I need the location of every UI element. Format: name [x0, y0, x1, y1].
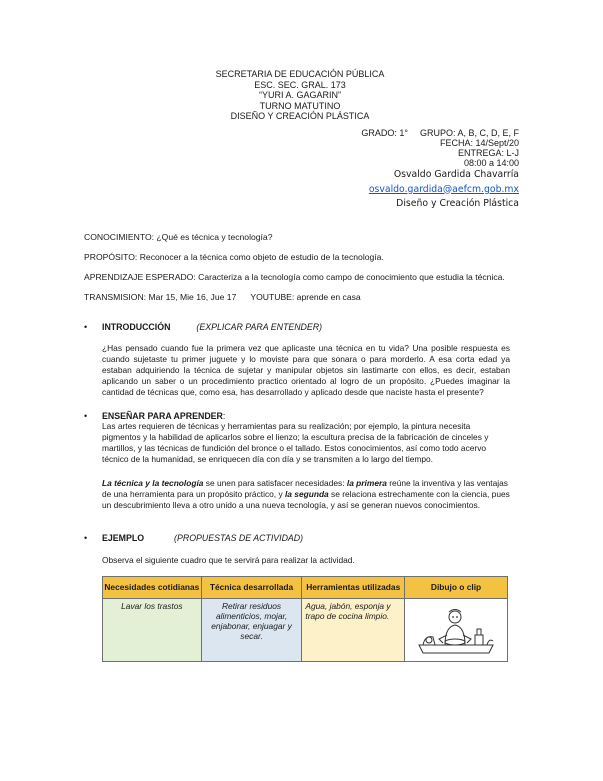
ejemplo-instruction: Observa el siguiente cuadro que te servirá para realizar la actividad.: [102, 555, 355, 565]
tecnica-lead: La técnica y la tecnología: [102, 478, 204, 488]
header-line-subject: DISEÑO Y CREACIÓN PLÁSTICA: [230, 111, 370, 122]
ejemplo-subtitle: (PROPUESTAS DE ACTIVIDAD): [174, 533, 304, 543]
header-tecnica: Técnica desarrollada: [201, 577, 302, 599]
activity-table: [102, 576, 508, 662]
school-header: [150, 69, 450, 122]
la-primera: la primera: [346, 478, 387, 488]
youtube-label: YOUTUBE: aprende en casa: [250, 292, 361, 302]
bullet-icon: •: [84, 322, 88, 332]
table-row: [103, 599, 508, 662]
ejemplo-title: EJEMPLO: [102, 533, 145, 543]
header-line-name: “YURI A. GAGARIN”: [258, 90, 341, 101]
conocimiento-line: CONOCIMIENTO: ¿Qué es técnica y tecnología?: [84, 232, 273, 242]
cell-tecnica: Retirar residuos alimenticios, mojar, enjabonar, enjuagar y secar.: [201, 599, 302, 662]
intro-paragraph: ¿Has pensado cuando fue la primera vez que aplicaste una técnica en tu vida? Una posible respuesta es cuando sujetaste tu primer juguete y lo moviste para que sonara o para morderlo. A esa corta edad ya estaban adquiriendo la técnica de sujetar y manipular objetos sin lastimarte con ellos, es decir, estaban aplicando un saber o un procedimiento practico orientado al logro de un propósito. ¿Puedes imaginar la cantidad de técnicas que, como esa, has desarrollado y aplicado desde que naciste hasta el presente?: [102, 343, 510, 397]
ejemplo-heading: [84, 533, 303, 543]
proposito-line: PROPÓSITO: Reconocer a la técnica como objeto de estudio de la tecnología.: [84, 252, 384, 262]
header-herramientas: Herramientas utilizadas: [302, 577, 405, 599]
intro-heading: [84, 322, 322, 332]
bullet-icon: •: [84, 411, 88, 421]
header-dibujo: Dibujo o clip: [405, 577, 508, 599]
tecnica-text-a: se unen para satisfacer necesidades:: [203, 478, 347, 488]
fecha-label: FECHA: 14/Sept/20: [439, 138, 519, 148]
tecnica-text-c: se relaciona estrechamente con la ciencia, pues un descubrimiento lleva a otro unido a una nueva tecnología, y así se generan nuevos conocimientos.: [102, 488, 510, 510]
cell-dibujo: [405, 599, 508, 662]
dishwashing-clipart-icon: [415, 605, 497, 655]
la-segunda: la segunda: [284, 488, 329, 499]
intro-title: INTRODUCCIÓN: [102, 322, 171, 332]
subject-name: Diseño y Creación Plástica: [396, 198, 519, 209]
grupo-label: GRUPO: A, B, C, D, E, F: [419, 128, 519, 138]
bullet-icon: •: [84, 533, 88, 543]
grado-label: GRADO: 1°: [361, 128, 408, 138]
header-necesidades: Necesidades cotidianas: [103, 577, 202, 599]
entrega-label: ENTREGA: L-J: [457, 148, 519, 158]
transmision-dates: TRANSMISION: Mar 15, Mie 16, Jue 17: [84, 292, 237, 302]
cell-herramientas: Agua, jabón, esponja y trapo de cocina limpio.: [302, 599, 405, 662]
header-line-school: ESC. SEC. GRAL. 173: [254, 79, 346, 90]
tecnica-text-b: reúne la inventiva y las ventajas de una herramienta para un propósito práctico, y: [102, 478, 508, 499]
header-line-shift: TURNO MATUTINO: [259, 100, 341, 111]
horario-label: 08:00 a 14:00: [463, 158, 519, 168]
teacher-email-link[interactable]: osvaldo.gardida@aefcm.gob.mx: [368, 183, 519, 195]
ensenar-paragraph: Las artes requieren de técnicas y herramientas para su realización; por ejemplo, la pintura necesita pigmentos y la habilidad de aplicarlos sobre el lienzo; la escultura precisa de la fabricación de cinceles y martillos, y las técnicas de fundición del bronce o el tallado. Estos conocimientos, así como todo acervo técnico de la humanidad, se enriquecen día con día y se transmiten a lo largo del tiempo.: [102, 421, 489, 464]
tecnica-paragraph: [102, 478, 514, 511]
ensenar-heading: [84, 411, 225, 421]
grado-grupo-line: [361, 128, 519, 138]
cell-necesidad: Lavar los trastos: [103, 599, 202, 662]
transmision-line: [84, 292, 361, 302]
teacher-name: Osvaldo Gardida Chavarría: [393, 169, 519, 180]
ensenar-title: ENSEÑAR PARA APRENDER: [102, 411, 223, 421]
class-info: [361, 128, 519, 212]
intro-subtitle: (EXPLICAR PARA ENTENDER): [196, 322, 323, 332]
table-header-row: [103, 577, 508, 599]
header-line-ministry: SECRETARIA DE EDUCACIÓN PÚBLICA: [215, 69, 385, 79]
ensenar-title-colon: :: [222, 411, 226, 421]
aprendizaje-line: APRENDIZAJE ESPERADO: Caracteriza a la tecnología como campo de conocimiento que estudia la técnica.: [84, 272, 505, 282]
